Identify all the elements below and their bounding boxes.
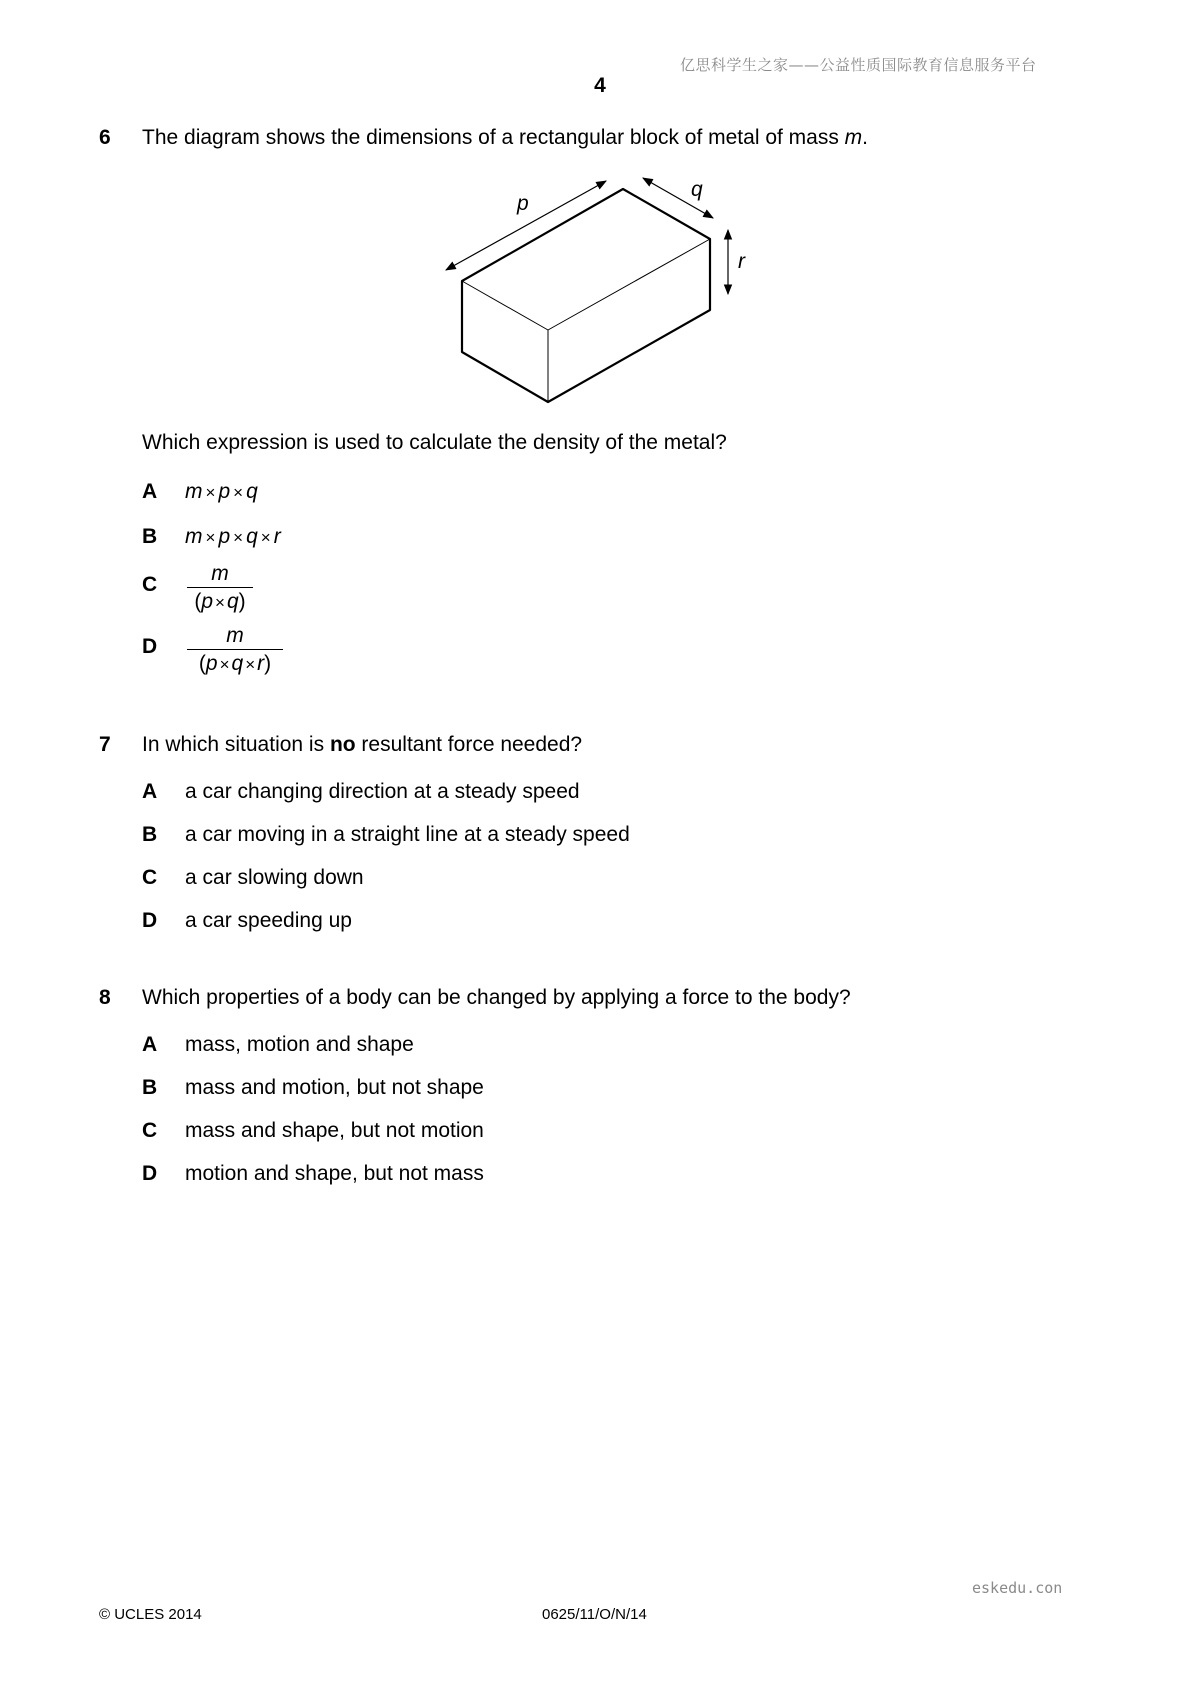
label-q: q [691,178,703,201]
q8-option-b-text[interactable]: mass and motion, but not shape [185,1076,484,1099]
q6-option-b-letter[interactable]: B [142,525,158,548]
q8-option-d-letter[interactable]: D [142,1162,158,1185]
q7-option-c-text[interactable]: a car slowing down [185,866,364,889]
q6-option-b-expression[interactable]: m × p × q × r [185,525,281,548]
q7-option-d-text[interactable]: a car speeding up [185,909,352,932]
question-6-stem: The diagram shows the dimensions of a rectangular block of metal of mass m. [142,126,869,149]
q8-option-a-text[interactable]: mass, motion and shape [185,1033,414,1056]
label-p: p [517,192,529,215]
block-diagram [430,170,760,410]
q7-option-b-text[interactable]: a car moving in a straight line at a steady speed [185,823,630,846]
question-6-prompt: Which expression is used to calculate the density of the metal? [142,431,727,454]
header-watermark: 亿思科学生之家——公益性质国际教育信息服务平台 [680,56,1037,74]
label-r: r [738,250,745,273]
site-watermark: eskedu.con [972,1579,1063,1597]
q7-option-a-text[interactable]: a car changing direction at a steady speed [185,780,580,803]
q6-option-d-numerator: m [226,624,244,647]
q8-option-d-text[interactable]: motion and shape, but not mass [185,1162,484,1185]
question-7-number: 7 [99,733,111,756]
question-7-stem: In which situation is no resultant force needed? [142,733,583,756]
q8-option-c-text[interactable]: mass and shape, but not motion [185,1119,484,1142]
q6-option-d-denominator: (p ×q ×r) [198,652,272,675]
q7-option-a-letter[interactable]: A [142,780,158,803]
question-8-number: 8 [99,986,111,1009]
q7-option-c-letter[interactable]: C [142,866,158,889]
q6-option-d-letter[interactable]: D [142,635,158,658]
q6-option-a-expression[interactable]: m × p × q [185,480,258,503]
footer-paper-code: 0625/11/O/N/14 [542,1606,647,1623]
q7-option-b-letter[interactable]: B [142,823,158,846]
q8-option-a-letter[interactable]: A [142,1033,158,1056]
page-number: 4 [594,74,606,97]
footer-copyright: © UCLES 2014 [99,1606,202,1623]
question-6-number: 6 [99,126,111,149]
block-shape [462,189,710,402]
q6-option-c-denominator: (p ×q) [194,590,246,613]
q8-option-c-letter[interactable]: C [142,1119,158,1142]
q6-option-d-fraction[interactable] [186,623,284,679]
q6-option-c-fraction[interactable] [186,561,254,617]
q6-option-a-letter[interactable]: A [142,480,158,503]
q8-option-b-letter[interactable]: B [142,1076,158,1099]
q7-option-d-letter[interactable]: D [142,909,158,932]
q6-option-c-letter[interactable]: C [142,573,158,596]
question-8-stem: Which properties of a body can be changed by applying a force to the body? [142,986,851,1009]
q6-option-c-numerator: m [211,562,229,585]
